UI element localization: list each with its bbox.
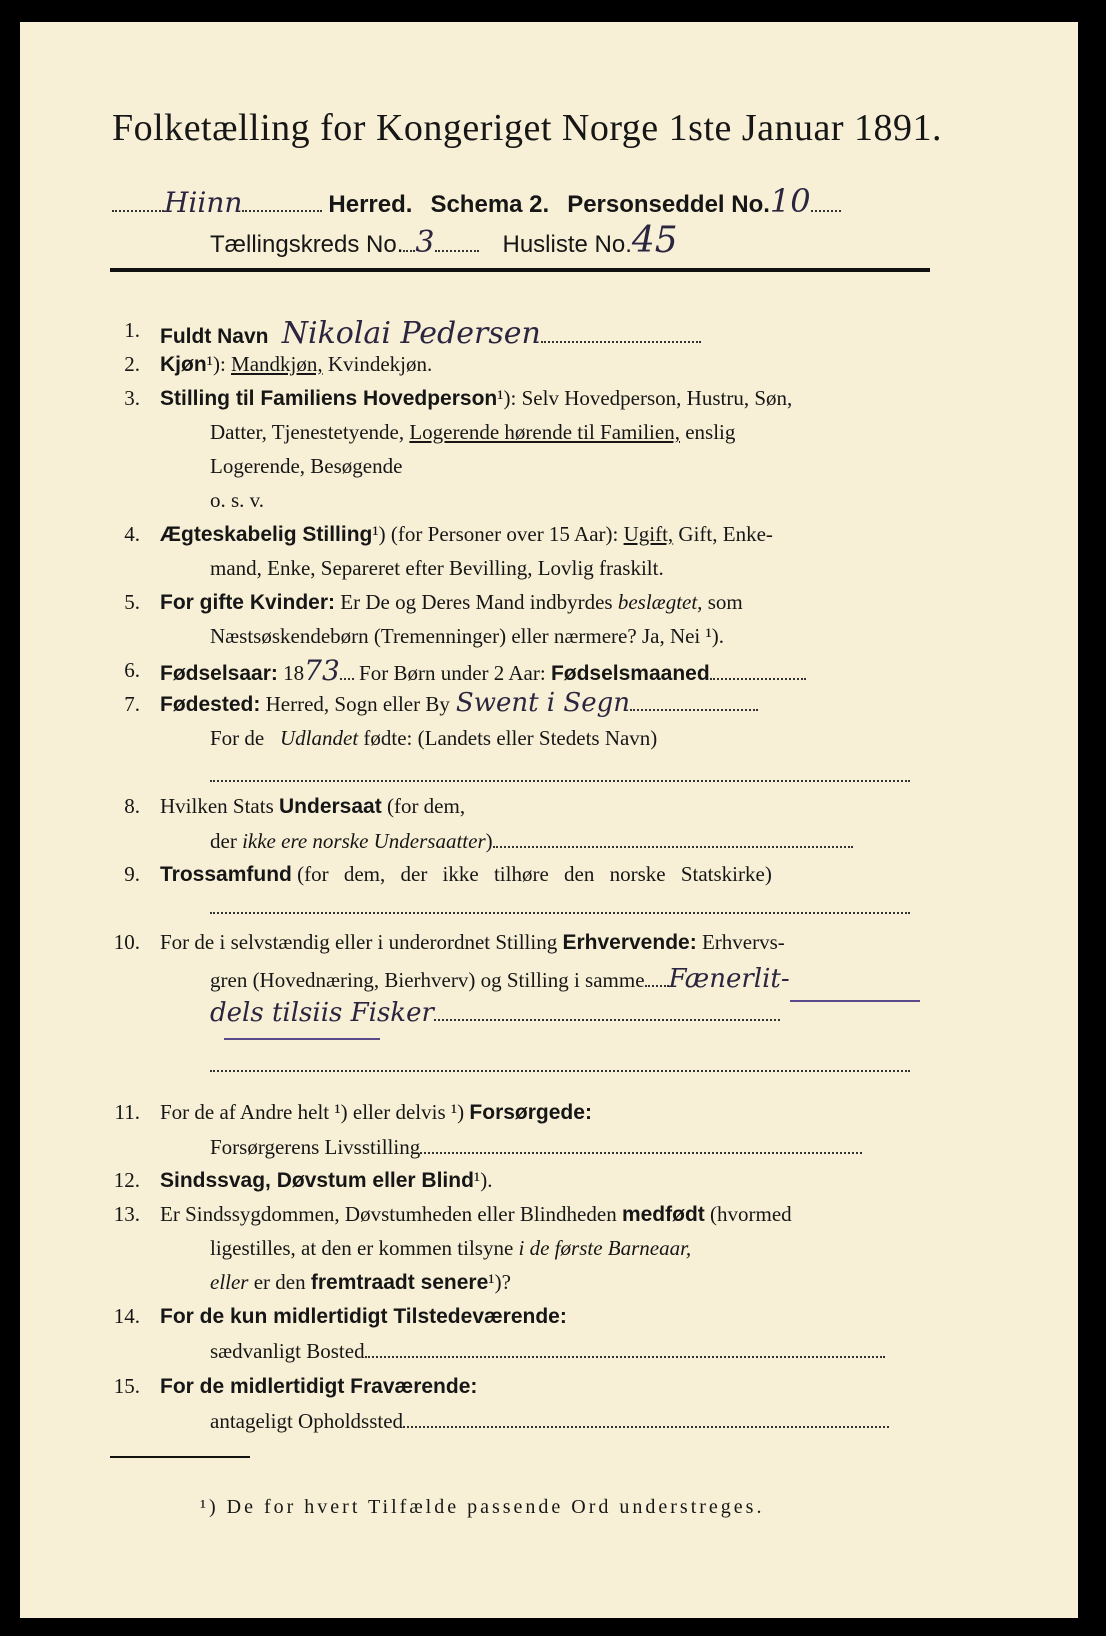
item-number: 11. <box>114 1100 140 1124</box>
header-rule <box>110 268 930 272</box>
footnote-mark: ¹). <box>473 1168 493 1192</box>
item-label: Fødested: <box>160 693 261 716</box>
item-text: ligestilles, at den er kommen tilsyne <box>210 1236 514 1260</box>
item-label: Kjøn <box>160 353 207 376</box>
item-number: 2. <box>124 352 140 376</box>
item-11-dependents <box>160 1100 592 1125</box>
kreds-label: Tællingskreds No. <box>210 231 404 258</box>
husliste-no: 45 <box>631 220 678 261</box>
item-text: beslægtet, <box>617 590 703 614</box>
item-15-line-2 <box>210 1408 889 1434</box>
item-text: (for dem, der ikke tilhøre den norske Statskirke) <box>297 862 772 886</box>
item-2-sex <box>160 352 432 377</box>
item-13-line-3 <box>210 1270 511 1295</box>
item-3-line-3: Logerende, Besøgende <box>210 454 403 478</box>
item-label: Fuldt Navn <box>160 325 269 348</box>
item-label: Forsørgede: <box>469 1101 592 1124</box>
item-number: 4. <box>124 522 140 546</box>
blank-line <box>210 894 910 920</box>
item-number: 5. <box>124 590 140 614</box>
form-title: Folketælling for Kongeriget Norge 1ste Januar 1891. <box>112 107 943 149</box>
item-label: For de midlertidigt Fraværende: <box>160 1375 478 1398</box>
item-13-congenital <box>160 1202 792 1227</box>
personseddel-label: Personseddel No. <box>567 191 770 218</box>
item-5-married-women <box>160 590 743 615</box>
husliste-label: Husliste No. <box>502 231 632 258</box>
item-number: 15. <box>113 1374 140 1398</box>
item-10-occupation <box>160 930 785 955</box>
marital-selected: Ugift, <box>623 522 674 546</box>
herred-value: Hiinn <box>164 186 243 219</box>
item-text: Udlandet <box>280 726 359 750</box>
birthplace-value: Swent i Segn <box>455 688 630 718</box>
item-label: Undersaat <box>279 795 382 818</box>
item-number: 12. <box>113 1168 140 1192</box>
footnote-mark: ¹): <box>497 386 517 410</box>
item-14-temporary-present <box>160 1304 567 1329</box>
occupation-value-2: dels tilsiis Fisker <box>210 998 434 1028</box>
item-1-full-name <box>160 316 701 351</box>
sex-option: Kvindekjøn. <box>327 352 433 376</box>
item-number: 6. <box>124 658 140 682</box>
item-text: Datter, Tjenestetyende, <box>210 420 405 444</box>
item-9-religion <box>160 862 772 887</box>
item-5-line-2: Næstsøskendebørn (Tremenninger) eller nærmere? Ja, Nei ¹). <box>210 624 725 648</box>
item-10-line-2 <box>210 964 790 994</box>
item-7-birthplace <box>160 688 758 718</box>
item-8-citizenship <box>160 794 465 819</box>
family-position-selected: Logerende hørende til Familien, <box>409 420 680 444</box>
footnote-mark: ¹)? <box>488 1270 511 1294</box>
item-text: sædvanligt Bosted <box>210 1339 365 1363</box>
item-4-line-2: mand, Enke, Separeret efter Bevilling, Lovlig fraskilt. <box>210 556 664 580</box>
item-text: der <box>210 829 237 853</box>
item-text: Selv Hovedperson, Hustru, Søn, <box>521 386 793 410</box>
header-line-1 <box>112 182 841 220</box>
item-text: Er Sindssygdommen, Døvstumheden eller Blindheden <box>160 1202 617 1226</box>
footnote: ¹) De for hvert Tilfælde passende Ord understreges. <box>200 1496 765 1518</box>
item-text: ikke ere norske Undersaatter <box>242 829 486 853</box>
item-text: Hvilken Stats <box>160 794 274 818</box>
sex-selected: Mandkjøn, <box>231 352 323 376</box>
item-text: (for dem, <box>386 794 466 818</box>
item-label: medfødt <box>621 1203 705 1226</box>
kreds-no: 3 <box>415 225 435 260</box>
item-text: For Børn under 2 Aar: <box>359 661 546 685</box>
item-text: gren (Hovednæring, Bierhverv) og Stilling i samme <box>210 968 645 992</box>
item-number: 7. <box>124 692 140 716</box>
item-7-line-2 <box>210 726 657 751</box>
personseddel-no: 10 <box>769 182 811 220</box>
item-text: (hvormed <box>710 1202 792 1226</box>
item-10-line-3 <box>210 998 780 1028</box>
item-label: Trossamfund <box>160 863 292 886</box>
item-text: Erhvervs- <box>701 930 785 954</box>
item-label: Fødselsmaaned <box>550 662 710 685</box>
item-text: For de <box>210 726 265 750</box>
underline-mark <box>224 1038 380 1040</box>
item-6-birth-year <box>160 654 806 687</box>
blank-line <box>210 1052 910 1078</box>
occupation-value-1: Fænerlit- <box>668 964 790 994</box>
item-text: antageligt Opholdssted <box>210 1409 404 1433</box>
item-label: For de kun midlertidigt Tilstedeværende: <box>160 1305 567 1328</box>
item-label: Sindssvag, Døvstum eller Blind <box>160 1169 474 1192</box>
item-13-line-2 <box>210 1236 691 1261</box>
blank-line <box>210 762 910 788</box>
item-text: For de af Andre helt ¹) eller delvis ¹) <box>160 1100 465 1124</box>
item-14-line-2 <box>210 1338 885 1364</box>
full-name-value: Nikolai Pedersen <box>281 316 541 351</box>
item-label: Erhvervende: <box>562 931 697 954</box>
item-number: 3. <box>124 386 140 410</box>
item-text: som <box>707 590 743 614</box>
item-number: 10. <box>113 930 140 954</box>
item-3-line-2 <box>210 420 735 445</box>
item-number: 13. <box>113 1202 140 1226</box>
item-8-line-2: der ikke ere norske Undersaatter) <box>210 828 853 854</box>
item-label: fremtraadt senere <box>310 1271 489 1294</box>
footnote-mark: ¹): <box>206 352 226 376</box>
header-line-2 <box>210 220 678 261</box>
item-text: Gift, Enke- <box>678 522 773 546</box>
item-number: 9. <box>124 862 140 886</box>
item-number: 1. <box>124 318 140 342</box>
item-text: eller <box>210 1270 249 1294</box>
footnote-rule <box>110 1456 250 1458</box>
item-number: 14. <box>113 1304 140 1328</box>
item-text: fødte: (Landets eller Stedets Navn) <box>363 726 658 750</box>
item-text: er den <box>253 1270 306 1294</box>
item-12-disability <box>160 1168 492 1193</box>
schema-label: Schema 2. <box>430 191 550 218</box>
herred-label: Herred. <box>328 191 413 218</box>
item-text: Herred, Sogn eller By <box>265 692 450 716</box>
birth-year-value: 73 <box>304 654 340 687</box>
year-prefix: 18 <box>283 661 305 685</box>
item-label: Stilling til Familiens Hovedperson <box>160 387 498 410</box>
item-4-marital-status <box>160 522 773 547</box>
item-label: Fødselsaar: <box>160 662 278 685</box>
item-3-family-position <box>160 386 792 411</box>
item-label: For gifte Kvinder: <box>160 591 336 614</box>
item-text: Er De og Deres Mand indbyrdes <box>340 590 613 614</box>
census-form <box>20 22 1078 1618</box>
item-text: For de i selvstændig eller i underordnet Stilling <box>160 930 558 954</box>
item-text: ¹) (for Personer over 15 Aar): <box>372 522 619 546</box>
underline-mark <box>790 1000 920 1002</box>
item-11-line-2 <box>210 1134 862 1160</box>
item-text: enslig <box>685 420 736 444</box>
item-label: Ægteskabelig Stilling <box>160 523 373 546</box>
item-text: i de første Barneaar, <box>518 1236 692 1260</box>
item-15-temporary-absent <box>160 1374 477 1399</box>
item-text: Forsørgerens Livsstilling <box>210 1135 421 1159</box>
item-number: 8. <box>124 794 140 818</box>
item-3-line-4: o. s. v. <box>210 488 265 512</box>
